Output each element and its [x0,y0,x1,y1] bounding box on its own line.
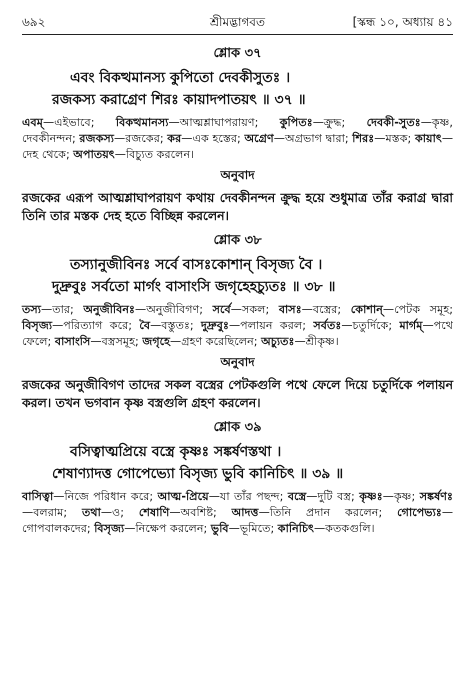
verse-section-38 [22,231,453,412]
synonym-word: অগ্রেণ [244,132,274,145]
verse-line: তস্যানুজীবিনঃ সর্বে বাসঃকোশান্ বিসৃজ্য বৈ । [70,257,323,273]
verse-line: দুদ্রুবুঃ সর্বতো মার্গং বাসাংসি জগৃহেহচ্যুতঃ ॥ ৩৮ ॥ [52,279,336,295]
verse-line: শেষাণ্যাদত্ত গোপেভ্যো বিসৃজ্য ভুবি কানিচিৎ ॥ ৩৯ ॥ [52,466,344,482]
synonym-word: ভুবি [210,522,229,535]
synonym-meaning: —কতকগুলি। [313,522,375,535]
synonym-word: বিসৃজ্য [94,522,125,535]
synonym-word: সর্বে [212,303,231,316]
synonym-meaning: —বস্ত্রের; [301,303,351,316]
translation-heading: অনুবাদ [220,168,255,182]
synonym-word: অনুজীবিনঃ [83,303,135,316]
page-number: ৬৯২ [22,15,46,29]
synonym-word: কায়াৎ [414,132,442,145]
verse-heading: শ্লোক ৩৯ [213,420,262,435]
synonym-meaning: —কৃষ্ণ, দেবকীনন্দন; [22,116,453,145]
synonym-meaning: —গ্রহণ করেছিলেন; [170,335,262,348]
synonym-word: কৃষ্ণঃ [359,490,383,503]
synonym-word: বিকত্থমানস্য [115,116,169,129]
synonym-meaning: —রজকের; [114,132,168,145]
synonym-meaning: —বস্তুতঃ; [150,319,202,332]
synonym-meaning: —ক্রুদ্ধ; [312,116,367,129]
page-header [22,14,453,34]
synonym-meaning: —নিক্ষেপ করলেন; [124,522,211,535]
synonym-word: এবম্ [22,116,43,129]
synonym-meaning: —পলায়ন করল; [228,319,314,332]
synonym-meaning: —সকল; [230,303,279,316]
synonyms [22,489,453,537]
synonym-word: আদত্ত [231,506,259,519]
verse-line: এবং বিকত্থমানস্য কুপিতো দেবকীসুতঃ । [70,70,291,86]
synonym-word: সর্বতঃ [313,319,342,332]
synonym-meaning: —অগ্রভাগ দ্বারা; [273,132,353,145]
synonym-meaning: —পরিত্যাগ করে; [52,319,140,332]
synonym-word: কর [167,132,182,145]
synonym-word: অপাতয়ৎ [73,148,115,161]
synonym-word: তস্য [22,303,42,316]
synonym-meaning: —যা তাঁর পছন্দ; [208,490,288,503]
synonym-meaning: —মস্তক; [374,132,415,145]
synonym-meaning: —তিনি প্রদান করলেন; [258,506,398,519]
synonym-meaning: —অবশিষ্ট; [169,506,232,519]
synonym-word: গোপেভ্যঃ [397,506,442,519]
synonym-meaning: —ভূমিতে; [228,522,278,535]
synonym-meaning: —বলরাম; [22,506,82,519]
synonym-word: দুদ্রুবুঃ [201,319,229,332]
synonym-word: তথা [81,506,101,519]
synonym-meaning: —আত্মশ্লাঘাপরায়ণ; [168,116,280,129]
verse-line: রজকস্য করাগ্রেণ শিরঃ কায়াদপাতয়ৎ ॥ ৩৭ ॥ [52,92,306,108]
synonym-word: জগৃহে [142,335,171,348]
verse-text [22,67,453,111]
synonyms [22,115,453,163]
translation-heading: অনুবাদ [220,355,255,369]
synonym-word: বস্ত্রে [287,490,307,503]
synonym-meaning: —গোপবালকদের; [22,506,454,535]
synonym-word: আত্ম-প্রিয়ে [157,490,209,503]
synonyms [22,302,453,350]
synonym-meaning: —পেটক সমূহ; [382,303,453,316]
synonym-word: বাসাংসি [54,335,91,348]
synonym-meaning: —এক হস্তের; [181,132,245,145]
synonym-meaning: —নিজে পরিধান করে; [53,490,158,503]
synonym-word: বিসৃজ্য [22,319,53,332]
synonym-meaning: —কৃষ্ণ; [382,490,420,503]
verse-section-37 [22,44,453,225]
translation-text: রজকের এরূপ আত্মশ্লাঘাপরায়ণ কথায় দেবকীনন্দন ক্রুদ্ধ হয়ে শুধুমাত্র তাঁর করাগ্র দ্বারা তিনি তার মস্তক দেহ হতে বিচ্ছিন্ন করলেন। [22,190,453,223]
book-title: শ্রীমদ্ভাগবত [209,15,265,29]
synonym-word: বৈ [139,319,151,332]
synonym-word: কানিচিৎ [277,522,314,535]
synonym-word: বাসিত্বা [22,490,54,503]
verse-heading: শ্লোক ৩৮ [213,233,262,248]
verse-section-39 [22,418,453,537]
verse-line: বসিত্বাত্মপ্রিয়ে বস্ত্রে কৃষ্ণঃ সঙ্কর্ষণস্তথা । [70,444,282,460]
synonym-meaning: —দুটি বস্ত্র; [306,490,360,503]
synonym-word: বাসঃ [278,303,302,316]
synonym-word: মার্গম্ [399,319,423,332]
verse-text [22,254,453,298]
chapter-reference: [স্কন্ধ ১০, অধ্যায় ৪১ [352,15,453,29]
synonym-word: রজকস্য [79,132,115,145]
synonym-meaning: —তার; [41,303,84,316]
translation-text: রজকের অনুজীবিগণ তাদের সকল বস্ত্রের পেটকগুলি পথে ফেলে দিয়ে চতুর্দিকে পলায়ন করল। তখন ভগবান কৃষ্ণ বস্ত্রগুলি গ্রহণ করলেন। [22,377,453,410]
synonym-meaning: —পথে ফেলে; [22,319,453,348]
verse-text [22,441,453,485]
synonym-word: দেবকী-সুতঃ [366,116,421,129]
synonym-word: অচ্যুতঃ [261,335,295,348]
page-content [22,42,453,541]
synonym-meaning: —অনুজীবিগণ; [135,303,213,316]
header-rule [22,34,453,35]
synonym-meaning: —বিচ্যুত করলেন। [114,148,195,161]
synonym-meaning: —দেহ থেকে; [22,132,454,161]
synonym-meaning: —বস্ত্রসমূহ; [90,335,143,348]
synonym-word: শেষাণি [138,506,170,519]
synonym-word: শিরঃ [352,132,375,145]
synonym-word: কোশান্ [350,303,383,316]
synonym-meaning: —এইভাবে; [42,116,116,129]
synonym-word: কুপিতঃ [279,116,313,129]
synonym-meaning: —চতুর্দিকে; [341,319,400,332]
verse-heading: শ্লোক ৩৭ [213,46,262,61]
synonym-meaning: —শ্রীকৃষ্ণ। [294,335,339,348]
synonym-word: সঙ্কর্ষণঃ [419,490,453,503]
synonym-meaning: —ও; [100,506,139,519]
